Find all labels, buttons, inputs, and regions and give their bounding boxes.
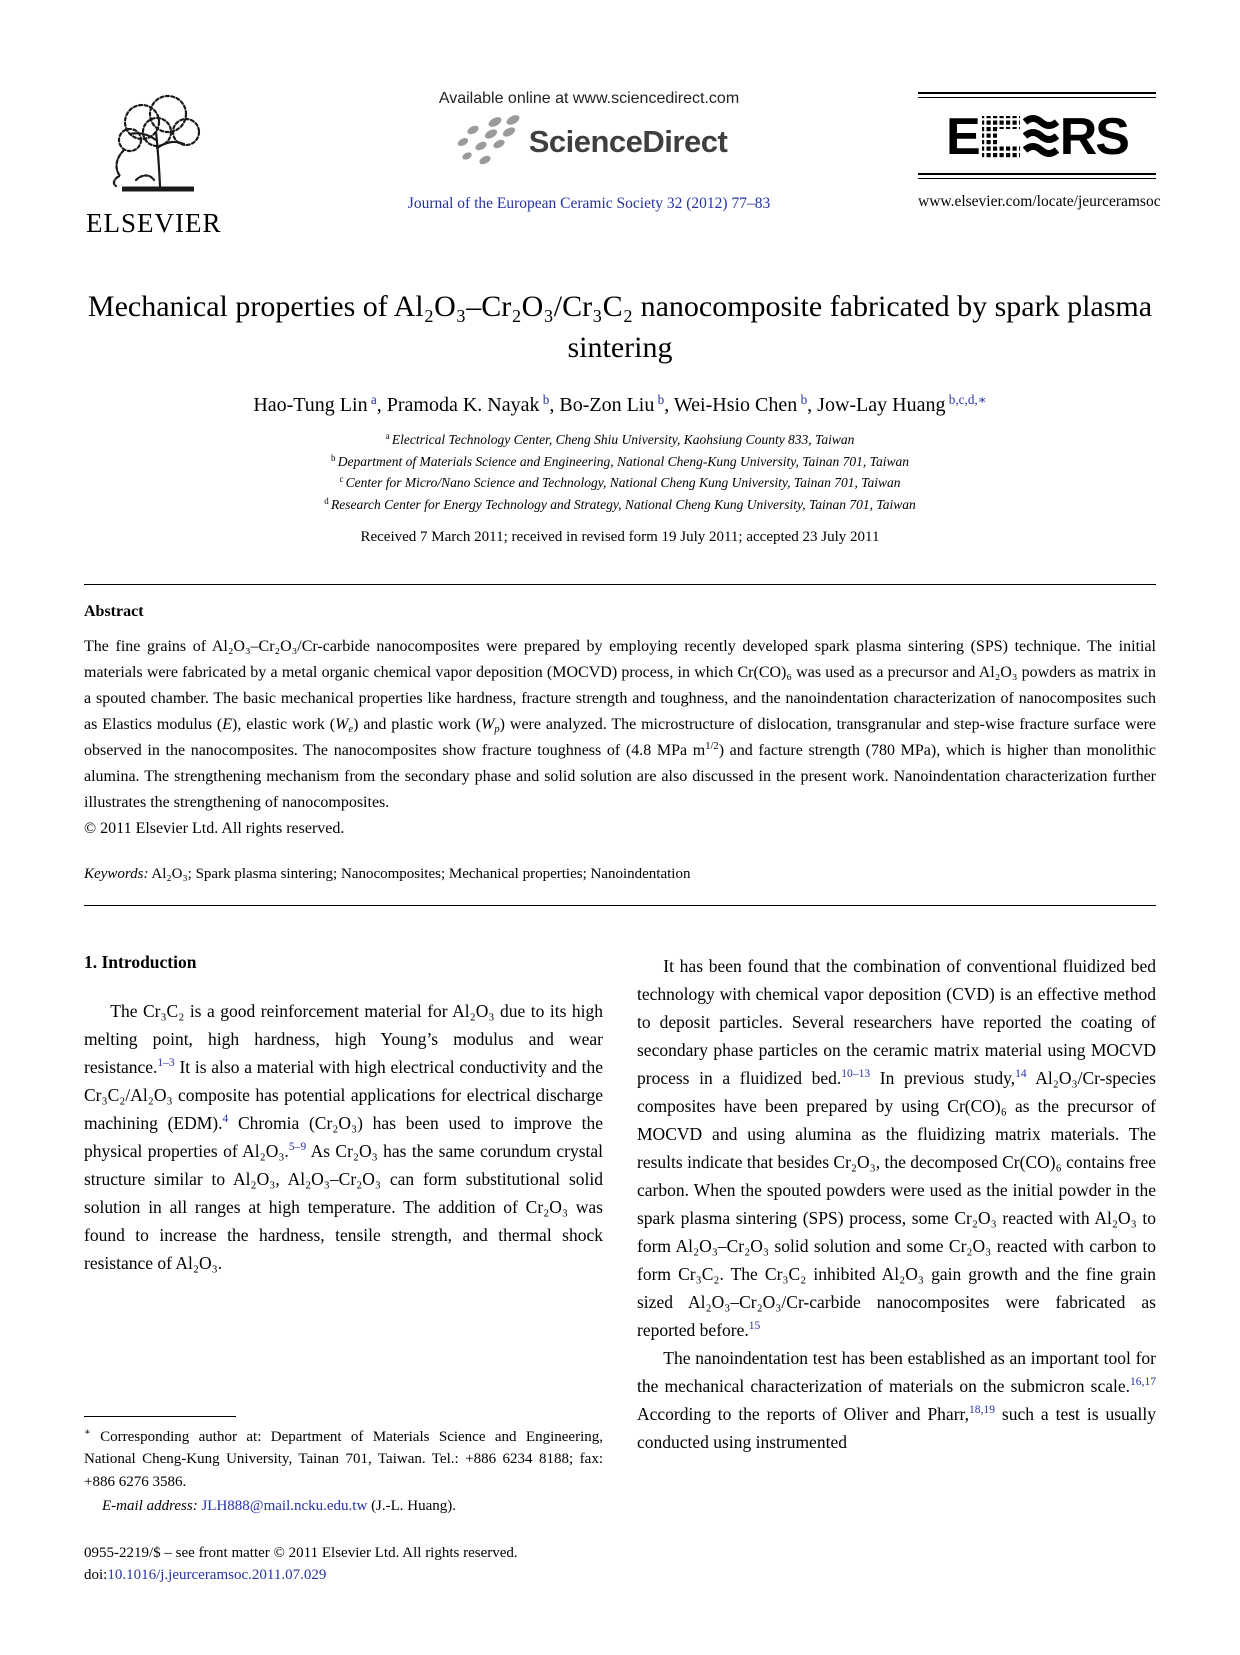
- article-title: Mechanical properties of Al₂O₃–Cr₂O₃/Cr₃C₂ nanocomposite fabricated by spark plasma sintering: [87, 290, 1153, 364]
- footnote-rule: [84, 1416, 236, 1417]
- affiliation-b: $^b$ Department of Materials Science and Engineering, National Cheng-Kung University, Tainan 701, Taiwan: [331, 452, 909, 469]
- body-columns: [84, 952, 1156, 1518]
- intro-paragraph-right-1: It has been found that the combination of conventional fluidized bed technology with chemical vapor deposition (CVD) is an effective method to deposit particles. Several researchers have reported the coating of secondary phase particles on the ceramic matrix material using MOCVD process in a fluidized bed.$^{10-13}$ In previous study,$^{14}$ Al₂O₃/Cr-species composites have been prepared by using Cr(CO)₆ as the precursor of MOCVD and using alumina as the fluidizing matrix materials. The results indicate that besides Cr₂O₃, the decomposed Cr(CO)₆ contains free carbon. When the spouted powders were used as the initial powder in the spark plasma sintering (SPS) process, some Cr₂O₃ reacted with Al₂O₃ to form Al₂O₃–Cr₂O₃ solid solution and some Cr₂O₃ reacted with carbon to form Cr₃C₂. The Cr₃C₂ inhibited Al₂O₃ gain growth and the fine grain sized Al₂O₃–Cr₂O₃/Cr-carbide nanocomposites were fabricated as reported before.$^{15}$: [637, 955, 1156, 1340]
- ecers-waves-icon: [1023, 114, 1059, 160]
- ecers-dotted-c-icon: [980, 114, 1022, 160]
- ecers-logo-block: [918, 88, 1161, 211]
- elsevier-logo-block: [84, 88, 260, 239]
- section-heading-introduction: 1. Introduction: [84, 951, 197, 972]
- front-matter-block: [84, 1542, 1156, 1587]
- corresponding-author-note: ∗ Corresponding author at: Department of Materials Science and Engineering, National Cheng-Kung University, Tainan 701, Taiwan. Tel.: +886 6234 8188; fax: +886 6276 3586.: [84, 1427, 603, 1490]
- doi-line[interactable]: doi:10.1016/j.jeurceramsoc.2011.07.029: [84, 1567, 327, 1584]
- email-address-line[interactable]: E-mail address: JLH888@mail.ncku.edu.tw (J.-L. Huang).: [102, 1498, 457, 1515]
- abstract-copyright: © 2011 Elsevier Ltd. All rights reserved.: [84, 819, 345, 837]
- elsevier-wordmark: ELSEVIER: [86, 208, 222, 238]
- page-header: [84, 88, 1161, 239]
- header-center: [260, 88, 918, 213]
- intro-paragraph-right-2: The nanoindentation test has been established as an important tool for the mechanical characterization of materials on the submicron scale.$^{16,17}$ According to the reports of Oliver and Pharr,$^{18,19}$ such a test is usually conducted using instrumented: [637, 1347, 1156, 1452]
- affiliations: [84, 429, 1156, 515]
- issn-copyright-line: 0955-2219/$ – see front matter © 2011 Elsevier Ltd. All rights reserved.: [84, 1544, 518, 1561]
- journal-citation-link[interactable]: Journal of the European Ceramic Society 32 (2012) 77–83: [407, 195, 771, 212]
- right-column: [637, 952, 1156, 1518]
- affiliation-c: $^c$ Center for Micro/Nano Science and Technology, National Cheng Kung University, Tainan 701, Taiwan: [339, 474, 901, 491]
- abstract-heading: Abstract: [84, 603, 144, 621]
- author-line: Hao-Tung Lin $^a$, Pramoda K. Nayak $^b$, Bo-Zon Liu $^b$, Wei-Hsio Chen $^b$, Jow-Lay Huang $^{b,c,d,∗}$: [253, 391, 987, 416]
- divider-below-keywords: [84, 905, 1156, 906]
- ecers-letter-e: E: [946, 108, 979, 166]
- affiliation-a: $^a$ Electrical Technology Center, Cheng Shiu University, Kaohsiung County 833, Taiwan: [385, 431, 855, 447]
- left-column: [84, 952, 603, 1518]
- keywords-line: Keywords: Al₂O₃; Spark plasma sintering; Nanocomposites; Mechanical properties; Nanoindentation: [84, 865, 691, 882]
- footnote-block: [84, 1416, 603, 1518]
- affiliation-d: $^d$ Research Center for Energy Technology and Strategy, National Cheng Kung University, Tainan 701, Taiwan: [324, 495, 916, 512]
- elsevier-tree-icon: [100, 88, 218, 206]
- ecers-letters-rs: RS: [1059, 108, 1128, 166]
- ecers-logo: [918, 98, 1156, 173]
- divider-above-abstract: [84, 584, 1156, 585]
- intro-paragraph-left: The Cr₃C₂ is a good reinforcement material for Al₂O₃ due to its high melting point, high hardness, high Young’s modulus and wear resistance.$^{1-3}$ It is also a material with high electrical conductivity and the Cr₃C₂/Al₂O₃ composite has potential applications for electrical discharge machining (EDM).$^4$ Chromia (Cr₂O₃) has been used to improve the physical properties of Al₂O₃.$^{5-9}$ As Cr₂O₃ has the same corundum crystal structure similar to Al₂O₃, Al₂O₃–Cr₂O₃ can form substitutional solid solution in all ranges at high temperature. The addition of Cr₂O₃ was found to increase the hardness, tensile strength, and thermal shock resistance of Al₂O₃.: [84, 1000, 603, 1273]
- sciencedirect-wordmark: ScienceDirect: [528, 124, 728, 159]
- available-online-text: Available online at www.sciencedirect.com: [438, 90, 740, 107]
- received-dates: Received 7 March 2011; received in revised form 19 July 2011; accepted 23 July 2011: [360, 529, 880, 546]
- abstract-text: The fine grains of Al₂O₃–Cr₂O₃/Cr-carbide nanocomposites were prepared by employing recently developed spark plasma sintering (SPS) technique. The initial materials were fabricated by a metal organic chemical vapor deposition (MOCVD) process, in which Cr(CO)₆ was used as a precursor and Al₂O₃ powders as matrix in a spouted chamber. The basic mechanical properties like hardness, fracture strength and toughness, and the nanoindentation characterization of nanocomposites such as Elastics modulus (E), elastic work (We) and plastic work (Wp) were analyzed. The microstructure of dislocation, transgranular and step-wise fracture surface were observed in the nanocomposites. The nanocomposites show fracture toughness of (4.8 MPa $m^{1/2}$) and facture strength (780 MPa), which is higher than monolithic alumina. The strengthening mechanism from the secondary phase and solid solution are also discussed in the present work. Nanoindentation characterization further illustrates the strengthening of nanocomposites.: [84, 638, 1156, 811]
- elsevier-locate-url[interactable]: www.elsevier.com/locate/jeurceramsoc: [918, 192, 1161, 210]
- bottom-double-rule: [918, 173, 1156, 179]
- sciencedirect-dots-icon: [451, 114, 525, 170]
- sciencedirect-logo: [451, 114, 728, 170]
